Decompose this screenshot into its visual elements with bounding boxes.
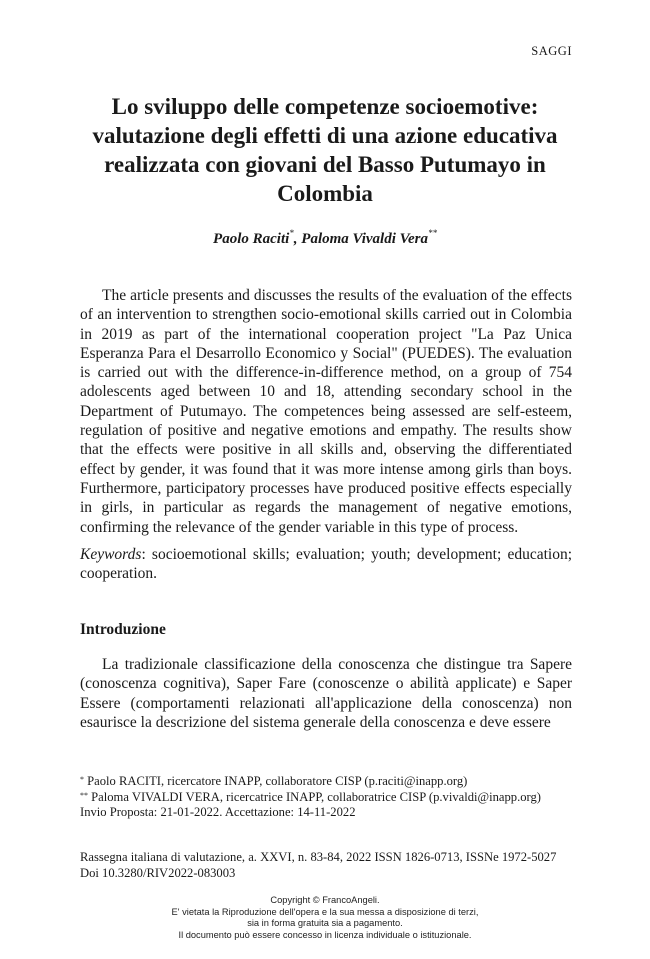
footnote-mark: *	[80, 775, 84, 784]
copyright-notice	[0, 895, 650, 942]
footnote-text: Paolo RACITI, ricercatore INAPP, collaboratore CISP (p.raciti@inapp.org)	[84, 774, 468, 788]
abstract: The article presents and discusses the results of the evaluation of the effects of an intervention to strengthen socio-emotional skills carried out in Colombia in 2019 as part of the international cooperation project "La Paz Unica Esperanza Para el Desarrollo Economico y Social" (PUEDES). The evaluation is carried out with the difference-in-difference method, on a group of 754 adolescents aged between 10 and 18, attending secondary school in the Department of Putumayo. The competences being assessed are self-esteem, regulation of positive and negative emotions and empathy. The results show that the effects were positive in all skills and, observing the differentiated effect by gender, it was found that it was more intense among girls than boys. Furthermore, participatory processes have produced positive effects especially in girls, in particular as regards the management of negative emotions, confirming the relevance of the gender variable in this type of process.	[80, 287, 572, 536]
keywords	[80, 545, 572, 584]
author-footnote-mark: *	[289, 228, 294, 238]
doi: Doi 10.3280/RIV2022-083003	[80, 865, 236, 880]
author-name: Paolo Raciti	[213, 231, 290, 247]
submission-dates: Invio Proposta: 21-01-2022. Accettazione: 14-11-2022	[80, 805, 356, 819]
author-separator: ,	[293, 231, 302, 247]
footnote-text: Paloma VIVALDI VERA, ricercatrice INAPP, collaboratrice CISP (p.vivaldi@inapp.org)	[88, 789, 541, 804]
article-title: Lo sviluppo delle competenze socioemotive: valutazione degli effetti di una azione educativa realizzata con giovani del Basso Putumayo in Colombia	[92, 94, 558, 206]
footnotes	[80, 774, 580, 821]
journal-citation: Rassegna italiana di valutazione, a. XXVI, n. 83-84, 2022 ISSN 1826-0713, ISSNe 1972-5027	[80, 850, 557, 864]
copyright-line: sia in forma gratuita sia a pagamento.	[247, 918, 403, 929]
author-name: Paloma Vivaldi Vera	[301, 231, 428, 247]
section-heading: Introduzione	[80, 621, 166, 638]
section-label: SAGGI	[531, 44, 572, 58]
authors-line	[0, 228, 650, 248]
footnote	[80, 790, 580, 806]
copyright-line: Copyright © FrancoAngeli.	[270, 895, 380, 905]
footnote	[80, 774, 580, 790]
copyright-line: E' vietata la Riproduzione dell'opera e la sua messa a disposizione di terzi,	[171, 906, 479, 917]
author-footnote-mark: **	[427, 228, 437, 238]
keywords-text: : socioemotional skills; evaluation; youth; development; education; cooperation.	[80, 546, 572, 583]
copyright-line: Il documento può essere concesso in licenza individuale o istituzionale.	[178, 930, 472, 941]
keywords-label: Keywords	[80, 546, 142, 563]
footnote-mark: **	[80, 790, 88, 800]
body-paragraph: La tradizionale classificazione della conoscenza che distingue tra Sapere (conoscenza cognitiva), Saper Fare (conoscenze o abilità applicate) e Saper Essere (comportamenti relazionati all'applicazione della conoscenza) non esaurisce la descrizione del sistema generale della conoscenza e deve essere	[80, 656, 572, 731]
journal-info	[80, 850, 580, 881]
